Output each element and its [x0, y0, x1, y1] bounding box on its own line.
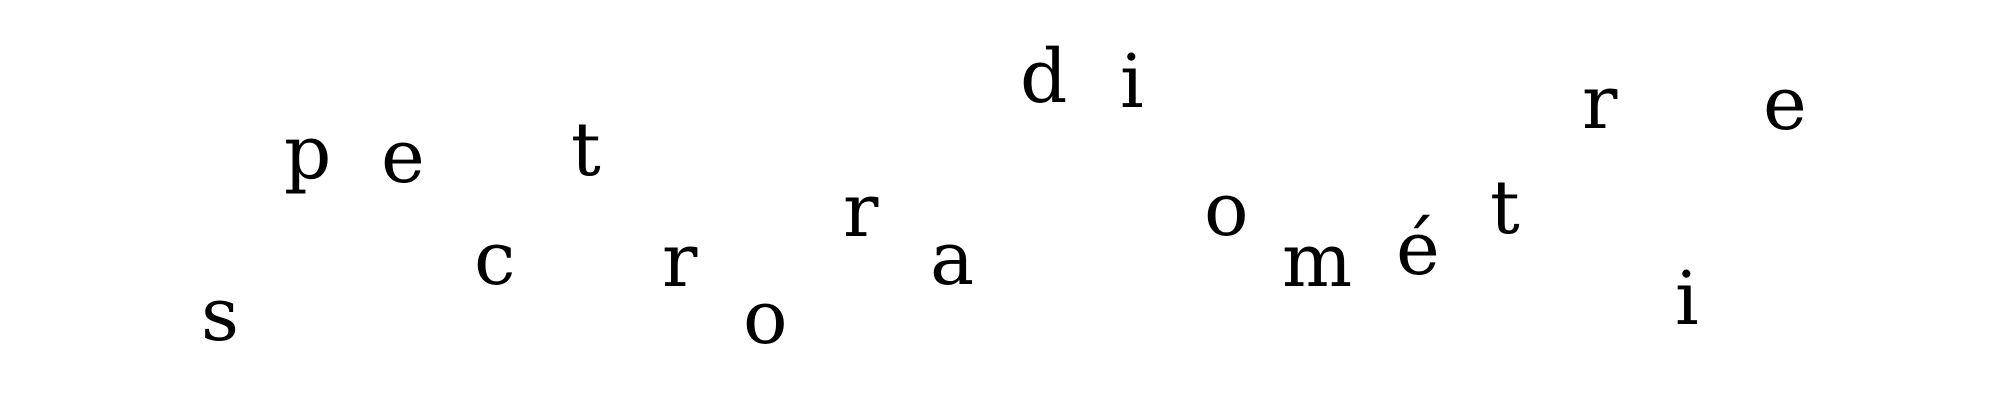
letter-r: r — [662, 218, 698, 304]
letter-c: c — [474, 216, 516, 302]
letter-e: e — [1763, 61, 1807, 147]
letter-t: t — [1490, 165, 1520, 251]
letter-t: t — [571, 107, 601, 193]
letter-d: d — [1020, 34, 1068, 120]
letter-r: r — [843, 168, 879, 254]
letter-m: m — [1282, 218, 1353, 304]
letter-e-acute: é — [1396, 206, 1440, 292]
letter-i: i — [1675, 256, 1699, 342]
letter-s: s — [201, 272, 239, 358]
letter-a: a — [930, 216, 975, 302]
letter-o: o — [1204, 167, 1249, 253]
letter-i: i — [1120, 39, 1144, 125]
letter-e: e — [381, 114, 425, 200]
letter-o: o — [743, 275, 788, 361]
letter-r: r — [1582, 60, 1618, 146]
letter-p: p — [284, 110, 332, 196]
